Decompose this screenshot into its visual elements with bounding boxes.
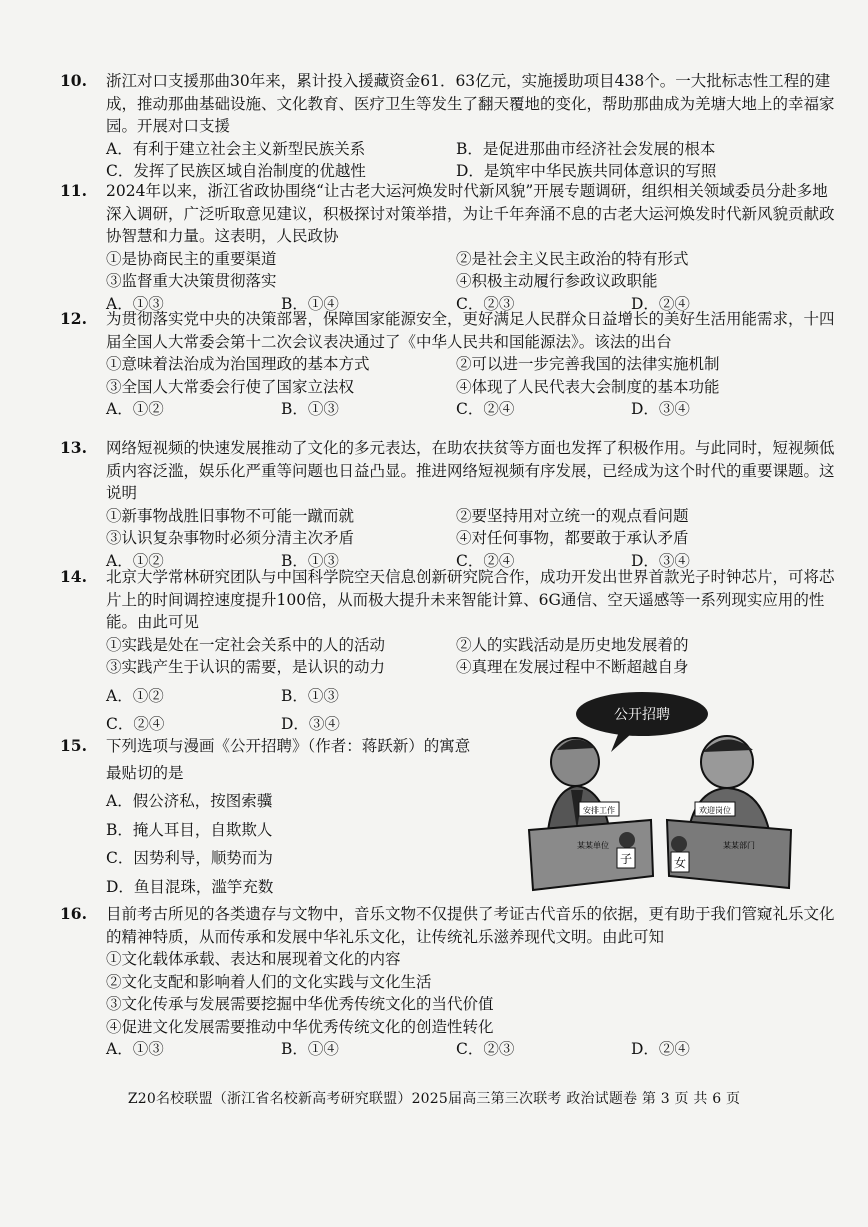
statement-4: ④对任何事物，都要敢于承认矛盾 [456,529,689,547]
option-a[interactable]: A．①② [106,551,164,570]
option-d[interactable]: D．②④ [631,294,690,313]
statement-4: ④真理在发展过程中不断超越自身 [456,658,689,676]
statement-1: ①实践是处在一定社会关系中的人的活动 [106,635,386,654]
question-stem: 目前考古所见的各类遗存与文物中，音乐文物不仅提供了考证古代音乐的依据，更有助于我们管窥礼乐文化的精神特质，从而传承和发展中华礼乐文化，让传统礼乐滋养现代文明。由此可知 [106,905,835,946]
option-a[interactable]: A．有利于建立社会主义新型民族关系 [106,139,366,158]
question-stem: 最贴切的是 [106,763,184,782]
question-13 [60,437,840,572]
bubble-text: 公开招聘 [614,707,670,723]
statement-3: ③实践产生于认识的需要，是认识的动力 [106,658,386,676]
statement-3: ③认识复杂事物时必须分清主次矛盾 [106,529,355,547]
statement-4: ④体现了人民代表大会制度的基本功能 [456,377,720,396]
statements-row [106,376,840,399]
statement-1: ①是协商民主的重要渠道 [106,249,277,268]
option-b[interactable]: B．①③ [281,551,339,570]
statement-2: ②可以进一步完善我国的法律实施机制 [456,355,720,373]
question-stem: 浙江对口支援那曲30年来，累计投入援藏资金61．63亿元，实施援助项目438个。一大批标志性工程的建成，推动那曲基础设施、文化教育、医疗卫生等发生了翻天覆地的变化，帮助那曲成为羌塘大地上的幸福家园。开展对口支援 [106,72,835,135]
desk-right-text: 某某部门 [723,841,755,850]
question-12 [60,308,840,421]
statement-1: ①新事物战胜旧事物不可能一蹴而就 [106,506,355,525]
statements-row [106,248,840,271]
statement-3: ③监督重大决策贯彻落实 [106,272,277,290]
statement-3: ③全国人大常委会行使了国家立法权 [106,377,355,396]
question-16 [60,903,840,1061]
statement-1: ①意味着法治成为治国理政的基本方式 [106,355,370,373]
option-a[interactable]: A．①② [106,400,164,418]
question-stem: 下列选项与漫画《公开招聘》（作者：蒋跃新）的寓意 [106,737,471,755]
question-stem: 网络短视频的快速发展推动了文化的多元表达，在助农扶贫等方面也发挥了积极作用。与此同时，短视频低质内容泛滥，娱乐化严重等问题也日益凸显。推进网络短视频有序发展，已经成为这个时代的重要课题。这说明 [106,439,835,502]
statements-row [106,656,840,679]
question-number: 12. [60,309,87,328]
question-number: 14. [60,567,87,586]
option-c[interactable]: C．②③ [456,1040,515,1058]
sign-left-text: 安排工作 [583,806,615,815]
desk-left-text: 某某单位 [577,841,609,850]
statement-2: ②要坚持用对立统一的观点看问题 [456,506,689,525]
question-15 [60,735,520,898]
question-number: 16. [60,904,87,923]
option-d[interactable]: D．③④ [631,400,690,418]
option-d[interactable]: D．是筑牢中华民族共同体意识的写照 [456,162,717,180]
option-b[interactable]: B．①③ [281,686,339,705]
cartoon-image [527,690,795,895]
statement-4: ④促进文化发展需要推动中华优秀传统文化的创造性转化 [106,1017,494,1036]
option-b[interactable]: B．是促进那曲市经济社会发展的根本 [456,139,716,158]
statement-3: ③文化传承与发展需要挖掘中华优秀传统文化的当代价值 [106,995,494,1013]
page-footer: Z20名校联盟（浙江省名校新高考研究联盟）2025届高三第三次联考 政治试题卷 第 3 页 共 6 页 [127,1091,741,1107]
statement-1: ①文化载体承载、表达和展现着文化的内容 [106,950,401,968]
option-d[interactable]: D．③④ [281,715,340,733]
option-c[interactable]: C．②③ [456,294,515,313]
question-10 [60,70,840,183]
statement-4: ④积极主动履行参政议政职能 [456,272,658,290]
option-d[interactable]: D．②④ [631,1040,690,1058]
statements-row [106,527,840,550]
option-d[interactable]: D．③④ [631,551,690,570]
option-b[interactable]: B．掩人耳目，自欺欺人 [106,820,273,839]
statements-row [106,634,840,657]
option-a[interactable]: A．①② [106,686,164,705]
question-number: 11. [60,181,87,200]
statement-2: ②是社会主义民主政治的特有形式 [456,249,689,268]
statement-2: ②文化支配和影响着人们的文化实践与文化生活 [106,972,432,991]
statements-row [106,353,840,376]
option-c[interactable]: C．②④ [106,715,165,733]
options-row [106,138,840,161]
sign-right-text: 欢迎岗位 [699,806,731,815]
option-c[interactable]: C．发挥了民族区域自治制度的优越性 [106,162,366,180]
option-a[interactable]: A．①③ [106,294,164,313]
statements-row [106,505,840,528]
question-stem: 北京大学常林研究团队与中国科学院空天信息创新研究院合作，成功开发出世界首款光子时钟芯片，可将芯片上的时间调控速度提升100倍，从而极大提升未来智能计算、6G通信、空天遥感等一系列现实应用的性能。由此可见 [106,568,835,631]
question-stem: 2024年以来，浙江省政协围绕“让古老大运河焕发时代新风貌”开展专题调研，组织相关领域委员分赴多地深入调研，广泛听取意见建议，积极探讨对策举措，为让千年奔涌不息的古老大运河焕发时代新风貌贡献政协智慧和力量。这表明，人民政协 [106,182,835,245]
statements-row [106,270,840,293]
option-c[interactable]: C．②④ [456,400,515,418]
question-stem: 为贯彻落实党中央的决策部署，保障国家能源安全，更好满足人民群众日益增长的美好生活用能需求，十四届全国人大常委会第十二次会议表决通过了《中华人民共和国能源法》。该法的出台 [106,310,835,351]
options-row [106,1038,840,1061]
question-11 [60,180,840,315]
option-a[interactable]: A．假公济私，按图索骥 [106,792,273,810]
option-b[interactable]: B．①④ [281,294,339,313]
child-left-sign: 子 [619,852,633,866]
option-c[interactable]: C．因势利导，顺势而为 [106,849,273,867]
option-b[interactable]: B．①④ [281,1040,339,1058]
option-b[interactable]: B．①③ [281,400,339,418]
statement-2: ②人的实践活动是历史地发展着的 [456,635,689,654]
question-number: 15. [60,736,87,755]
option-d[interactable]: D．鱼目混珠，滥竽充数 [106,877,274,896]
child-right-sign: 女 [673,856,687,870]
options-row [106,398,840,421]
question-number: 13. [60,438,87,457]
question-number: 10. [60,71,87,90]
option-a[interactable]: A．①③ [106,1040,164,1058]
option-c[interactable]: C．②④ [456,551,515,570]
